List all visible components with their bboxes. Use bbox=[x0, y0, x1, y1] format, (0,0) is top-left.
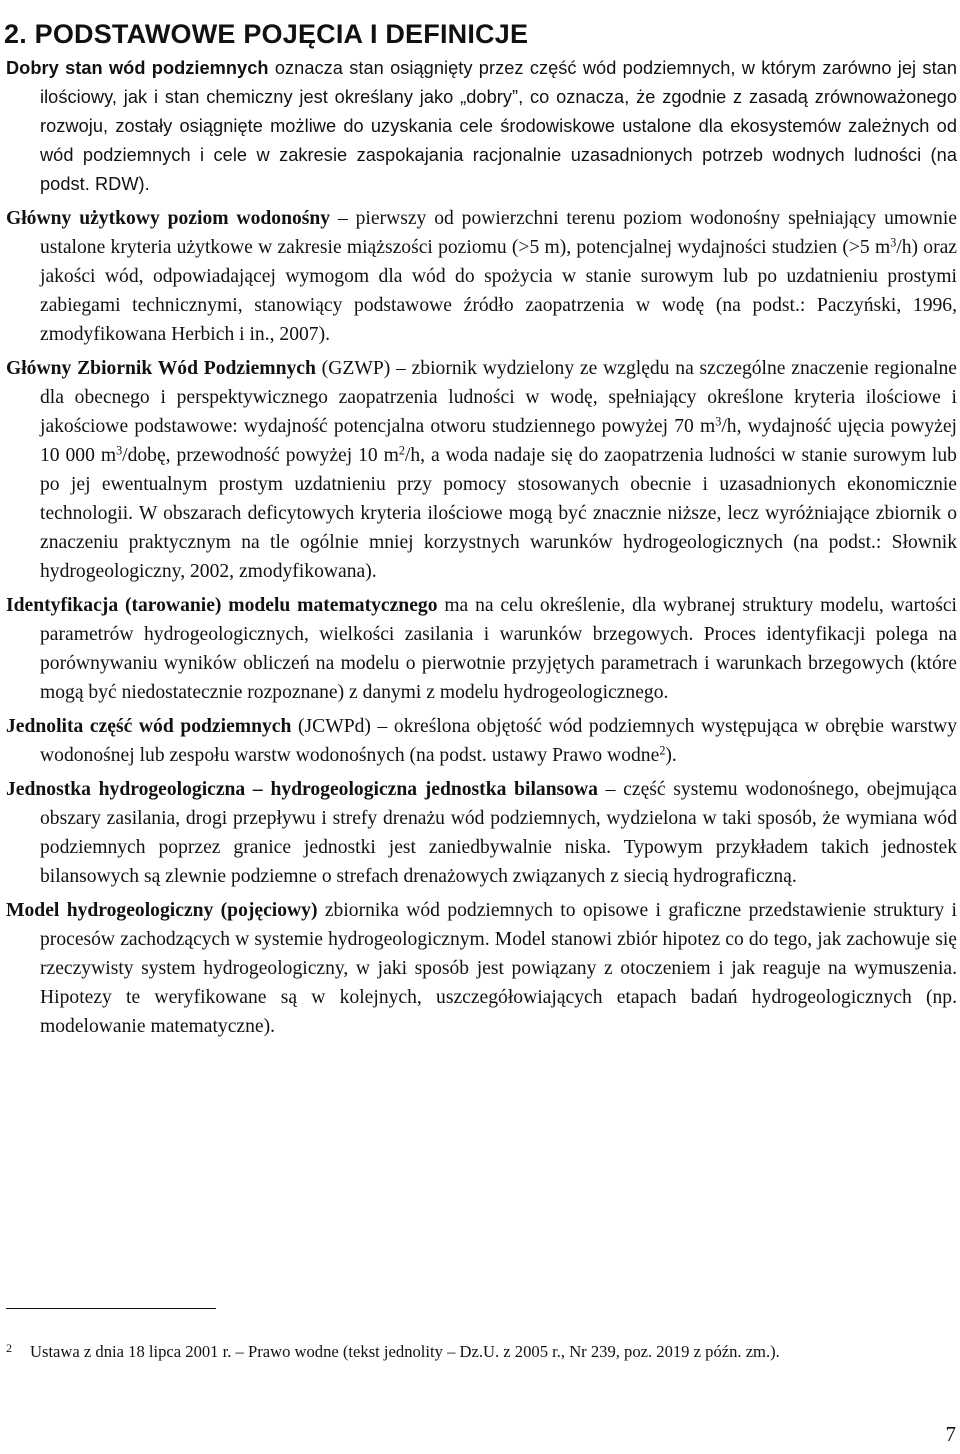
definition-term: Identyfikacja (tarowanie) modelu matematycznego bbox=[6, 595, 438, 616]
definition-entry bbox=[6, 204, 957, 349]
definition-term: Główny użytkowy poziom wodonośny bbox=[6, 208, 331, 229]
definition-text: – część systemu wodonośnego, obejmująca obszary zasilania, drogi przepływu i strefy drenażu wód podziemnych, wydzielona w taki sposób, że wymiana wód podziemnych poprzez granice jednostki jest zaniedbywalnie niska. Typowym przykładem takich jednostek bilansowych są zlewnie podziemne o strefach drenażowych związanych z siecią hydrograficzną. bbox=[40, 779, 957, 887]
footnote-reference: 2 bbox=[659, 743, 666, 758]
definition-entry bbox=[6, 896, 957, 1041]
definition-entry bbox=[6, 54, 957, 199]
definition-entry bbox=[6, 775, 957, 891]
definition-text: (JCWPd) – określona objętość wód podziemnych występująca w obrębie warstwy wodonośnej lub zespołu warstw wodonośnych (na podst. ustawy Prawo wodne bbox=[40, 716, 957, 766]
page-number: 7 bbox=[945, 1422, 956, 1446]
definition-entry bbox=[6, 712, 957, 770]
definitions-list bbox=[6, 54, 957, 1046]
superscript: 3 bbox=[116, 443, 123, 458]
definition-text: /h, a woda nadaje się do zaopatrzenia ludności w stanie surowym lub po jej ewentualnym prostym uzdatnieniu przy pomocy stosowanych obecnie i uzasadnionych ekonomicznie technologii. W obszarach deficytowych kryteria ilościowe mogą być znacznie niższe, lecz wyróżniające zbiornik o znaczeniu praktycznym na tle ogólnie mniej korzystnych warunków hydrogeologicznych (na podst.: Słownik hydrogeologiczny, 2002, zmodyfikowana). bbox=[40, 445, 957, 582]
footnote-marker: 2 bbox=[6, 1341, 12, 1355]
definition-term: Jednostka hydrogeologiczna – hydrogeologiczna jednostka bilansowa bbox=[6, 779, 598, 800]
definition-text: – pierwszy od powierzchni terenu poziom wodonośny spełniający umownie ustalone kryteria użytkowe w zakresie miąższości poziomu (>5 m), potencjalnej wydajności studzien (>5 m bbox=[40, 208, 957, 258]
definition-entry bbox=[6, 591, 957, 707]
definition-entry bbox=[6, 354, 957, 586]
footnote-text: Ustawa z dnia 18 lipca 2001 r. – Prawo wodne (tekst jednolity – Dz.U. z 2005 r., Nr 239, poz. 2019 z późn. zm.). bbox=[30, 1342, 780, 1361]
section-heading: 2. PODSTAWOWE POJĘCIA I DEFINICJE bbox=[4, 19, 529, 50]
superscript: 3 bbox=[715, 414, 722, 429]
definition-text: zbiornika wód podziemnych to opisowe i graficzne przedstawienie struktury i procesów zachodzących w systemie hydrogeologicznym. Model stanowi zbiór hipotez co do tego, jak zachowuje się rzeczywisty system hydrogeologiczny, w jaki sposób jest powiązany z otoczeniem i jak reaguje na wymuszenia. Hipotezy te weryfikowane są w kolejnych, uszczegółowiających etapach badań hydrogeologicznych (np. modelowanie matematyczne). bbox=[40, 900, 957, 1037]
footnote-divider bbox=[6, 1308, 216, 1309]
definition-term: Jednolita część wód podziemnych bbox=[6, 716, 292, 737]
definition-text: ). bbox=[665, 745, 677, 766]
definition-term: Główny Zbiornik Wód Podziemnych bbox=[6, 358, 316, 379]
definition-text: /h, wydajność ujęcia powyżej 10 000 m bbox=[40, 416, 957, 466]
definition-text: ma na celu określenie, dla wybranej struktury modelu, wartości parametrów hydrogeologicznych, wielkości zasilania i warunków brzegowych. Proces identyfikacji polega na porównywaniu wyników obliczeń na modelu o pierwotnie przyjętych parametrach i warunkach brzegowych (które mogą być niedostatecznie rozpoznane) z danymi z modelu hydrogeologicznego. bbox=[40, 595, 957, 703]
definition-text: oznacza stan osiągnięty przez część wód podziemnych, w którym zarówno jej stan ilościowy, jak i stan chemiczny jest określany jako „dobry”, co oznacza, że zgodnie z zasadą zrównoważonego rozwoju, zostały osiągnięte możliwe do uzyskania cele środowiskowe ustalone dla ekosystemów zależnych od wód podziemnych i cele w zakresie zaspokajania racjonalnie uzasadnionych potrzeb wodnych ludności (na podst. RDW). bbox=[40, 58, 957, 194]
definition-term: Model hydrogeologiczny (pojęciowy) bbox=[6, 900, 318, 921]
definition-text: (GZWP) – zbiornik wydzielony ze względu na szczególne znaczenie regionalne dla obecnego i perspektywicznego zaopatrzenia ludności w wodę, spełniający określone kryteria ilościowe i jakościowe podstawowe: wydajność potencjalna otworu studziennego powyżej 70 m bbox=[40, 358, 957, 437]
superscript: 2 bbox=[398, 443, 405, 458]
superscript: 3 bbox=[890, 235, 897, 250]
definition-text: /dobę, przewodność powyżej 10 m bbox=[122, 445, 399, 466]
definition-term: Dobry stan wód podziemnych bbox=[6, 58, 269, 78]
definition-text: /h) oraz jakości wód, odpowiadającej wymogom dla wód do spożycia w stanie surowym lub po uzdatnieniu prostymi zabiegami technicznymi, stanowiący podstawowe źródło zaopatrzenia w wodę (na podst.: Paczyński, 1996, zmodyfikowana Herbich i in., 2007). bbox=[40, 237, 957, 345]
